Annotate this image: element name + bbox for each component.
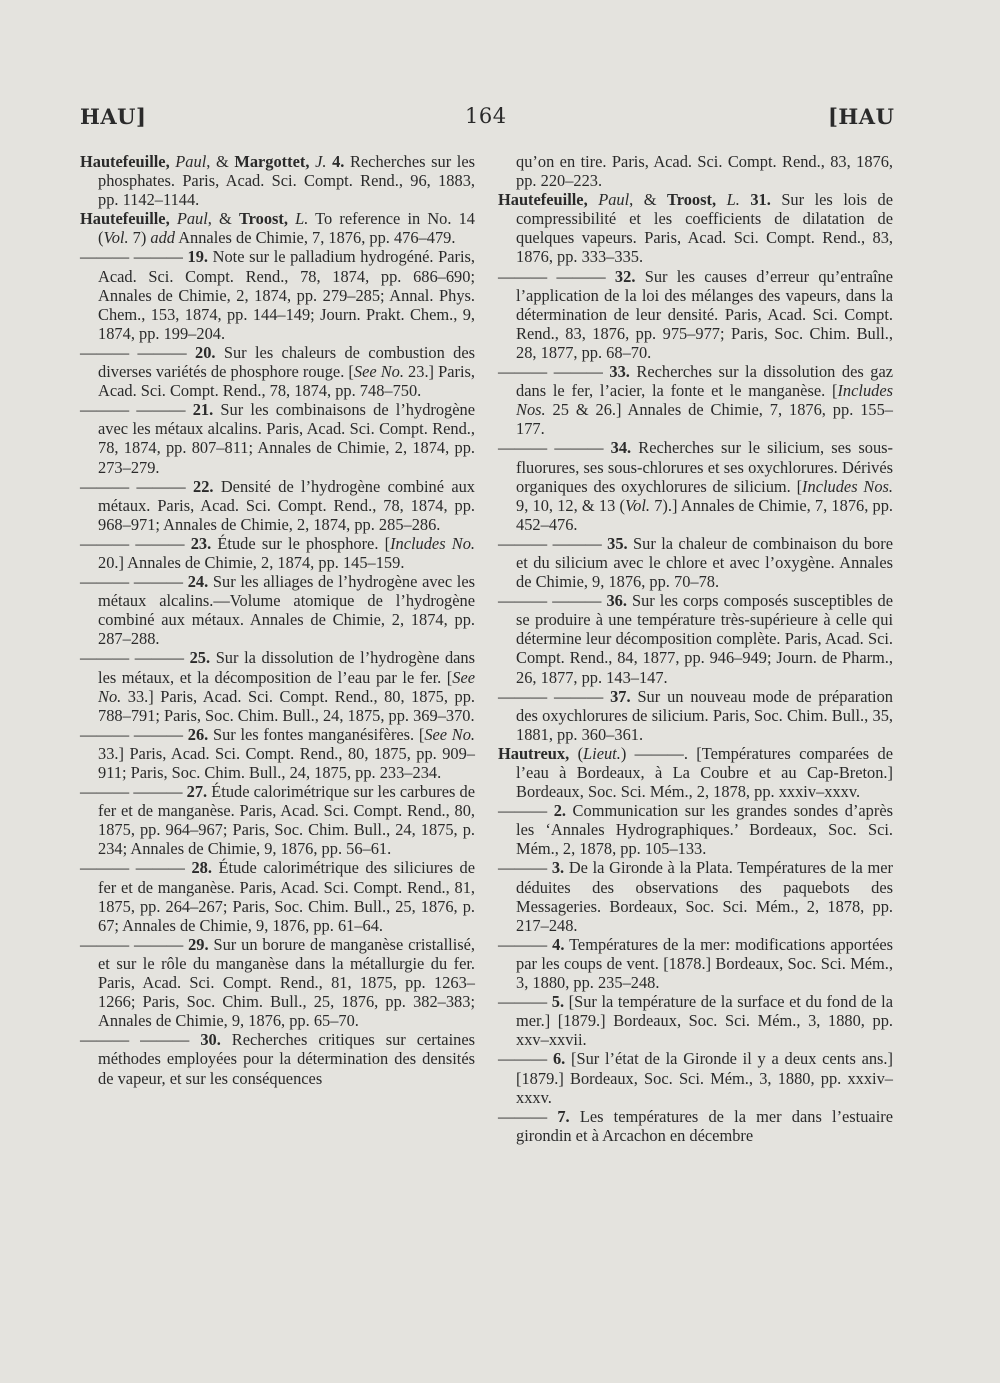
entry-text: ——— ——— 23. Étude sur le phosphore. [Includes No. 20.] Annales de Chimie, 2, 1874, pp. 145–159. <box>80 533 475 572</box>
left-column <box>80 152 475 1088</box>
entry-text: ——— ——— 20. Sur les chaleurs de combustion des diverses variétés de phosphore rouge. [See No. 23.] Paris, Acad. Sci. Compt. Rend., 78, 1874, pp. 748–750. <box>80 342 475 401</box>
entry-text: ——— ——— 32. Sur les causes d’erreur qu’entraîne l’application de la loi des mélanges des vapeurs, dans la détermination de leur densité. Paris, Acad. Sci. Compt. Rend., 83, 1876, pp. 975–977; Paris, Soc. Chim. Bull., 28, 1877, pp. 68–70. <box>498 266 893 362</box>
bibliography-entry <box>80 343 475 400</box>
entry-text: Paul, & Troost, L. 31. Sur les lois de compressibilité et les coefficients de dilatation de quelques vapeurs. Paris, Acad. Sci. Compt. Rend., 83, 1876, pp. 333–335. <box>516 190 893 267</box>
bibliography-entry <box>498 190 893 266</box>
page-number: 164 <box>465 104 507 128</box>
entry-text: ——— 4. Températures de la mer: modifications apportées par les coups de vent. [1878.] Bordeaux, Soc. Sci. Mém., 3, 1880, pp. 235–248. <box>498 934 893 993</box>
entry-text: ——— ——— 22. Densité de l’hydrogène combiné aux métaux. Paris, Acad. Sci. Compt. Rend., 78, 1874, pp. 968–971; Annales de Chimie, 2, 1874, pp. 285–286. <box>80 476 475 534</box>
running-head-right: [HAU <box>828 104 895 129</box>
entry-text: ——— ——— 24. Sur les alliages de l’hydrogène avec les métaux alcalins.—Volume atomique de l’hydrogène combiné aux métaux. Annales de Chimie, 2, 1874, pp. 287–288. <box>80 572 475 649</box>
bibliography-entry <box>80 782 475 858</box>
bibliography-entry <box>498 744 893 801</box>
bibliography-entry <box>498 992 893 1049</box>
bibliography-entry <box>498 687 893 744</box>
entry-text: ——— ——— 37. Sur un nouveau mode de préparation des oxychlorures de silicium. Paris, Soc. Chim. Bull., 35, 1881, pp. 360–361. <box>498 686 893 744</box>
entry-text: ——— 2. Communication sur les grandes sondes d’après les ‘Annales Hydrographiques.’ Bordeaux, Soc. Sci. Mém., 2, 1878, pp. 105–133. <box>498 801 893 859</box>
entry-text: ——— ——— 35. Sur la chaleur de combinaison du bore et du silicium avec le chlore et avec l’oxygène. Annales de Chimie, 9, 1876, pp. 70–78. <box>498 533 893 592</box>
entry-author: Hautefeuille, <box>80 209 177 229</box>
entry-text: ——— 3. De la Gironde à la Plata. Températures de la mer déduites des observations des paquebots des Messageries. Bordeaux, Soc. Sci. Mém., 2, 1878, pp. 217–248. <box>498 858 893 935</box>
entry-text: ——— ——— 36. Sur les corps composés susceptibles de se produire à une température très-supérieure à celle qui détermine leur décomposition complète. Paris, Acad. Sci. Compt. Rend., 84, 1877, pp. 946–949; Journ. de Pharm., 26, 1877, pp. 143–147. <box>498 591 893 687</box>
entry-text: ——— ——— 19. Note sur le palladium hydrogéné. Paris, Acad. Sci. Compt. Rend., 78, 1874, pp. 686–690; Annales de Chimie, 2, 1874, pp. 279–285; Annal. Phys. Chem., 153, 1874, pp. 144–149; Journ. Prakt. Chem., 9, 1874, pp. 199–204. <box>80 247 475 343</box>
bibliography-entry <box>80 858 475 934</box>
bibliography-entry <box>498 1049 893 1106</box>
entry-text: Paul, & Troost, L. To reference in No. 14 (Vol. 7) add Annales de Chimie, 7, 1876, pp. 476–479. <box>98 209 476 248</box>
entry-text: ——— ——— 26. Sur les fontes manganésifères. [See No. 33.] Paris, Acad. Sci. Compt. Rend., 80, 1875, pp. 909–911; Paris, Soc. Chim. Bull., 24, 1875, pp. 233–234. <box>80 724 476 782</box>
bibliography-entry <box>80 477 475 534</box>
entry-author: Hautreux, <box>498 743 578 763</box>
bibliography-entry <box>80 534 475 572</box>
bibliography-entry <box>498 935 893 992</box>
bibliography-entry <box>498 267 893 362</box>
bibliography-entry <box>80 572 475 648</box>
bibliography-entry <box>80 725 475 782</box>
bibliography-entry <box>498 152 893 190</box>
bibliography-entry <box>498 362 893 438</box>
entry-text: ——— ——— 27. Étude calorimétrique sur les carbures de fer et de manganèse. Paris, Acad. Sci. Compt. Rend., 80, 1875, pp. 964–967; Paris, Soc. Chim. Bull., 24, 1875, p. 234; Annales de Chimie, 9, 1876, pp. 56–61. <box>80 782 475 859</box>
bibliography-entry <box>80 209 475 247</box>
bibliography-entry <box>498 591 893 686</box>
entry-text: ——— ——— 21. Sur les combinaisons de l’hydrogène avec les métaux alcalins. Paris, Acad. Sci. Compt. Rend., 78, 1874, pp. 807–811; Annales de Chimie, 2, 1874, pp. 273–279. <box>80 400 475 477</box>
bibliography-entry <box>80 1030 475 1087</box>
running-head-left: HAU] <box>80 104 147 129</box>
entry-author: Hautefeuille, <box>498 190 599 210</box>
bibliography-entry <box>80 935 475 1030</box>
bibliography-entry <box>498 858 893 934</box>
bibliography-entry <box>80 152 475 209</box>
entry-text: ——— ——— 28. Étude calorimétrique des siliciures de fer et de manganèse. Paris, Acad. Sci. Compt. Rend., 81, 1875, pp. 264–267; Paris, Soc. Chim. Bull., 25, 1876, p. 67; Annales de Chimie, 9, 1876, pp. 61–64. <box>80 858 475 935</box>
bibliography-entry <box>498 1107 893 1145</box>
bibliography-entry <box>498 438 893 533</box>
entry-text: Paul, & Margottet, J. 4. Recherches sur les phosphates. Paris, Acad. Sci. Compt. Rend., 96, 1883, pp. 1142–1144. <box>98 152 475 210</box>
bibliography-entry <box>498 534 893 591</box>
entry-text: ——— ——— 33. Recherches sur la dissolution des gaz dans le fer, l’acier, la fonte et le manganèse. [Includes Nos. 25 & 26.] Annales de Chimie, 7, 1876, pp. 155–177. <box>498 362 893 439</box>
entry-author: Hautefeuille, <box>80 152 176 171</box>
bibliography-entry <box>80 400 475 476</box>
entry-text: ——— ——— 25. Sur la dissolution de l’hydrogène dans les métaux, et la décomposition de l’eau par le fer. [See No. 33.] Paris, Acad. Sci. Compt. Rend., 80, 1875, pp. 788–791; Paris, Soc. Chim. Bull., 24, 1875, pp. 369–370. <box>80 648 475 725</box>
bibliography-entry <box>80 648 475 724</box>
entry-text: ——— 7. Les températures de la mer dans l’estuaire girondin et à Arcachon en décembre <box>498 1106 893 1145</box>
entry-text: ——— 5. [Sur la température de la surface et du fond de la mer.] [1879.] Bordeaux, Soc. Sci. Mém., 3, 1880, pp. xxv–xxvii. <box>498 992 893 1050</box>
entry-text: ——— 6. [Sur l’état de la Gironde il y a deux cents ans.] [1879.] Bordeaux, Soc. Sci. Mém., 3, 1880, pp. xxxiv–xxxv. <box>498 1049 893 1107</box>
entry-text: (Lieut.) ———. [Températures comparées de l’eau à Bordeaux, à La Coubre et au Cap-Breton.] Bordeaux, Soc. Sci. Mém., 2, 1878, pp. xxxiv–xxxv. <box>516 743 893 802</box>
bibliography-entry <box>498 801 893 858</box>
entry-text: ——— ——— 29. Sur un borure de manganèse cristallisé, et sur le rôle du manganèse dans la métallurgie du fer. Paris, Acad. Sci. Compt. Rend., 81, 1875, pp. 1263–1266; Paris, Soc. Chim. Bull., 25, 1876, pp. 382–383; Annales de Chimie, 9, 1876, pp. 65–70. <box>80 934 475 1031</box>
entry-text: ——— ——— 34. Recherches sur le silicium, ses sous-fluorures, ses sous-chlorures et ses oxychlorures. Dérivés organiques des oxychlorures de silicium. [Includes Nos. 9, 10, 12, & 13 (Vol. 7).] Annales de Chimie, 7, 1876, pp. 452–476. <box>498 438 894 534</box>
entry-text: ——— ——— 30. Recherches critiques sur certaines méthodes employées pour la détermination des densités de vapeur, et sur les conséquences <box>80 1030 475 1088</box>
right-column <box>498 152 893 1145</box>
entry-text: qu’on en tire. Paris, Acad. Sci. Compt. Rend., 83, 1876, pp. 220–223. <box>516 152 893 191</box>
bibliography-entry <box>80 247 475 342</box>
